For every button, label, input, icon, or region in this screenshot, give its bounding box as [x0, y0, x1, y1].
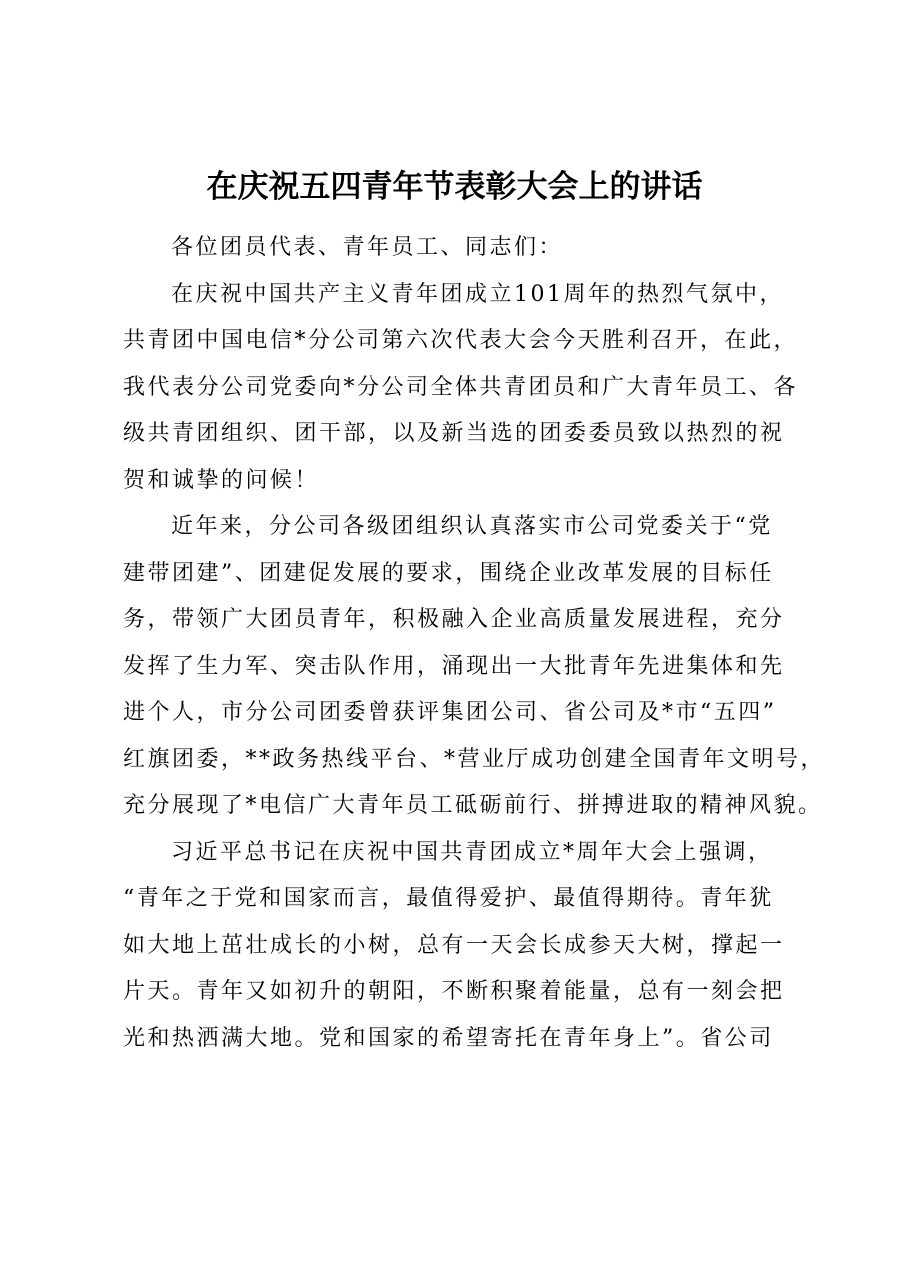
paragraph-1-line-3: 我代表分公司党委向*分公司全体共青团员和广大青年员工、各	[123, 374, 799, 400]
document-body	[123, 225, 826, 1062]
paragraph-1-line-2: 共青团中国电信*分公司第六次代表大会今天胜利召开，在此，	[123, 328, 799, 353]
paragraph-3-line-1: 习近平总书记在庆祝中国共青团成立*周年大会上强调，	[171, 839, 773, 865]
paragraph-2-line-6: 红旗团委，**政务热线平台、*营业厅成功创建全国青年文明号，	[123, 746, 826, 772]
paragraph-3-line-3: 如大地上茁壮成长的小树，总有一天会长成参天大树，撑起一	[123, 932, 785, 958]
paragraph-1-line-4: 级共青团组织、团干部，以及新当选的团委委员致以热烈的祝	[123, 421, 785, 446]
paragraph-2-line-4: 发挥了生力军、突击队作用，涌现出一大批青年先进集体和先	[123, 653, 785, 679]
salutation-line: 各位团员代表、青年员工、同志们：	[171, 235, 564, 260]
paragraph-2-line-1: 近年来，分公司各级团组织认真落实市公司党委关于“党	[171, 514, 773, 539]
paragraph-3-line-5: 光和热洒满大地。党和国家的希望寄托在青年身上”。省公司	[123, 1025, 774, 1051]
paragraph-1-line-5: 贺和诚挚的问候！	[123, 467, 320, 493]
paragraph-3-line-4: 片天。青年又如初升的朝阳，不断积聚着能量，总有一刻会把	[123, 979, 785, 1004]
paragraph-3-line-2: “青年之于党和国家而言，最值得爱护、最值得期待。青年犹	[123, 886, 774, 911]
paragraph-2-line-5: 进个人，市分公司团委曾获评集团公司、省公司及*市“五四”	[123, 700, 777, 725]
paragraph-1-line-1: 在庆祝中国共产主义青年团成立101周年的热烈气氛中，	[171, 281, 784, 307]
paragraph-2-line-3: 务，带领广大团员青年，积极融入企业高质量发展进程，充分	[123, 607, 785, 632]
paragraph-2-line-7: 充分展现了*电信广大青年员工砥砺前行、拼搏进取的精神风貌。	[123, 793, 823, 818]
document-title: 在庆祝五四青年节表彰大会上的讲话	[206, 169, 703, 205]
paragraph-2-line-2: 建带团建”、团建促发展的要求，围绕企业改革发展的目标任	[123, 560, 774, 586]
